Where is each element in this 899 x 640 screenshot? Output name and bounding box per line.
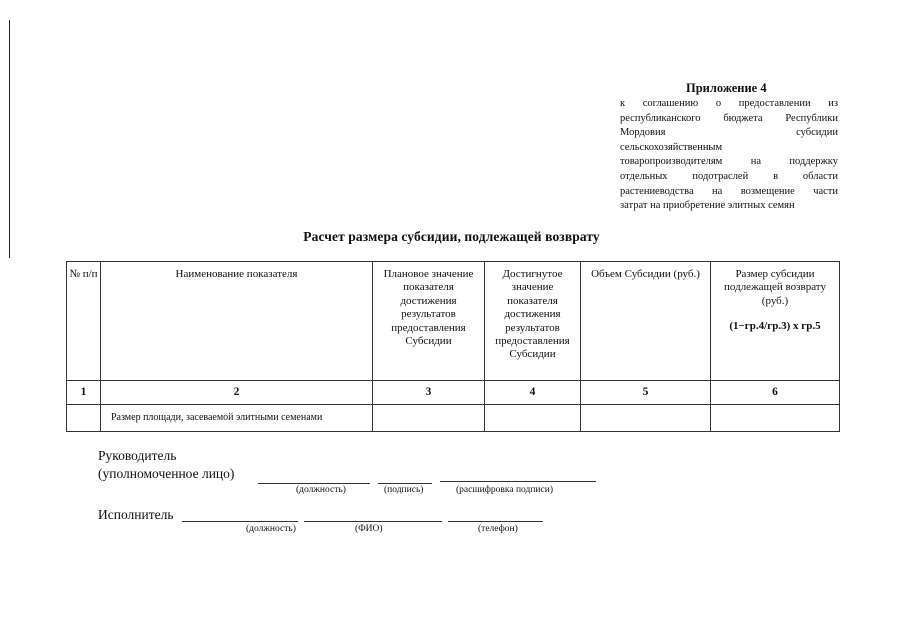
head-signature-line <box>378 483 432 484</box>
appendix-line: Мордовия субсидии <box>620 127 838 139</box>
header-cell: Объем Субсидии (руб.) <box>581 262 711 381</box>
executor-position-line <box>182 521 298 522</box>
document-title-text: Расчет размера субсидии, подлежащей возврату <box>303 229 600 244</box>
head-label-line: Руководитель <box>98 448 177 463</box>
head-signature-label <box>98 447 234 483</box>
column-number: 5 <box>581 381 711 405</box>
table-row <box>67 405 840 432</box>
table-cell <box>711 405 840 432</box>
appendix-line: растениеводства на возмещение части <box>620 185 838 197</box>
executor-phone-line <box>448 521 543 522</box>
executor-label: Исполнитель <box>98 507 174 522</box>
executor-name-line <box>304 521 442 522</box>
executor-caption: (телефон) <box>478 524 518 534</box>
column-number: 3 <box>373 381 485 405</box>
table-cell <box>485 405 581 432</box>
column-number: 1 <box>67 381 101 405</box>
column-number: 4 <box>485 381 581 405</box>
executor-caption: (должность) <box>246 524 296 534</box>
appendix-description <box>620 97 838 214</box>
header-cell: № п/п <box>67 262 101 381</box>
table-cell-indicator-name: Размер площади, засеваемой элитными семенами <box>101 405 373 432</box>
header-cell: Достигнутое значение показателя достижения результатов предоставления Субсидии <box>485 262 581 381</box>
table-cell <box>67 405 101 432</box>
document-title <box>0 229 899 245</box>
appendix-line: товаропроизводителям на поддержку <box>620 156 838 168</box>
appendix-line: сельскохозяйственным <box>620 141 723 153</box>
table-header-row <box>67 262 840 381</box>
header-cell: Плановое значение показателя достижения результатов предоставления Субсидии <box>373 262 485 381</box>
head-position-line <box>258 483 370 484</box>
head-name-line <box>440 481 596 482</box>
binding-margin-line <box>9 20 10 258</box>
head-caption: (расшифровка подписи) <box>456 485 553 495</box>
appendix-line: отдельных подотраслей в области <box>620 170 838 182</box>
head-label-line: (уполномоченное лицо) <box>98 466 235 481</box>
header-cell: Наименование показателя <box>101 262 373 381</box>
column-number: 2 <box>101 381 373 405</box>
column-number: 6 <box>711 381 840 405</box>
appendix-line: затрат на приобретение элитных семян <box>620 200 795 212</box>
column-number-row <box>67 381 840 405</box>
table-cell <box>581 405 711 432</box>
executor-caption: (ФИО) <box>355 524 383 534</box>
head-caption: (должность) <box>296 485 346 495</box>
subsidy-calculation-table <box>66 261 840 432</box>
refund-formula: (1−гр.4/гр.3) х гр.5 <box>729 320 821 333</box>
table-cell <box>373 405 485 432</box>
header-cell-text: Размер субсидии подлежащей возврату (руб.) <box>724 268 826 307</box>
appendix-line: к соглашению о предоставлении из <box>620 98 838 109</box>
header-cell-refund <box>711 262 840 381</box>
appendix-line: республиканского бюджета Республики <box>620 112 838 124</box>
head-caption: (подпись) <box>384 485 424 495</box>
appendix-title: Приложение 4 <box>686 81 767 95</box>
